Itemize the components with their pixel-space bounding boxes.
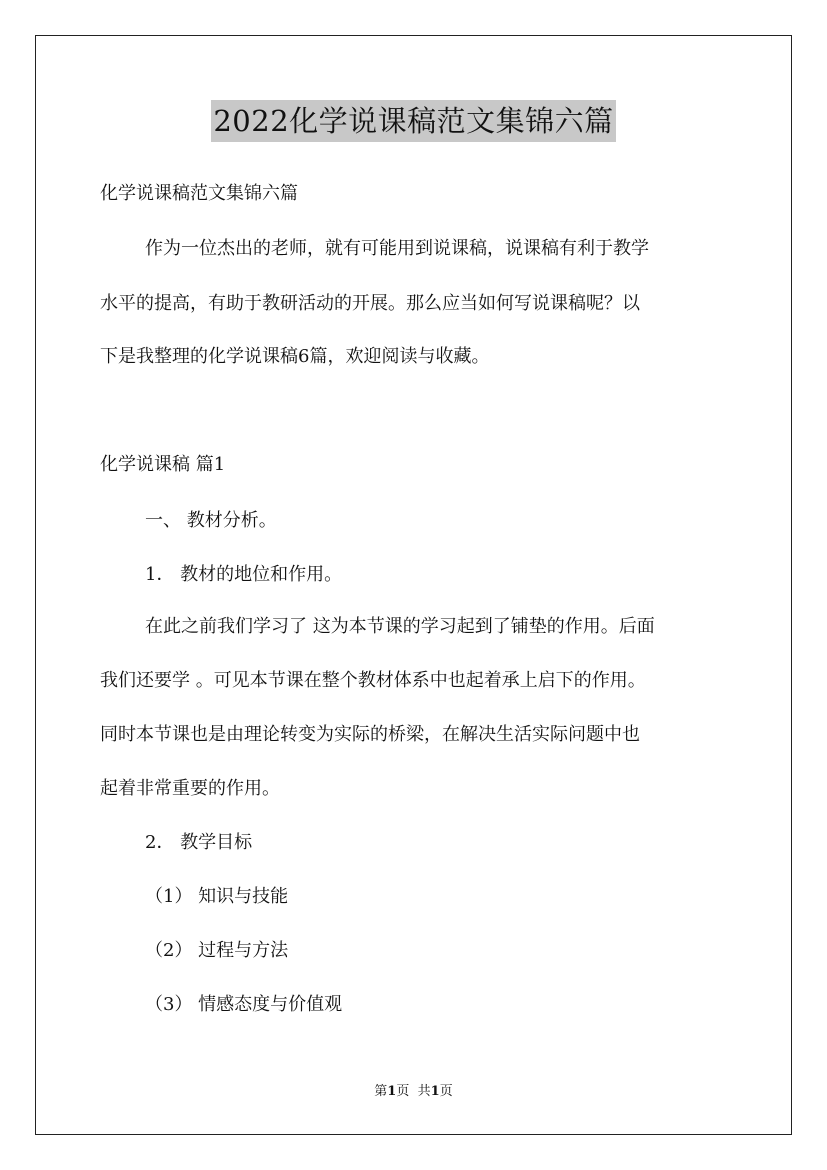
body-line-2: 我们还要学 。可见本节课在整个教材体系中也起着承上启下的作用。 [100,670,646,691]
document-subtitle: 化学说课稿范文集锦六篇 [100,183,298,204]
footer-total-prefix: 共 [417,1084,431,1099]
footer-page-number: 1 [387,1084,397,1099]
goal-item-2: （2） 过程与方法 [145,940,289,961]
title-container [0,100,827,142]
footer-page-suffix: 页 [396,1084,410,1099]
body-line-3: 同时本节课也是由理论转变为实际的桥梁，在解决生活实际问题中也 [100,724,640,745]
intro-line-1: 作为一位杰出的老师，就有可能用到说课稿，说课稿有利于教学 [145,238,649,259]
outline-item-1-1: 1． 教材的地位和作用。 [145,564,343,585]
page-footer [0,1083,827,1101]
footer-total-suffix: 页 [439,1084,453,1099]
outline-item-1-2: 2． 教学目标 [145,832,253,853]
body-line-4: 起着非常重要的作用。 [100,778,280,799]
outline-item-1: 一、 教材分析。 [145,510,277,531]
section-heading: 化学说课稿 篇1 [100,454,226,475]
intro-line-2: 水平的提高，有助于教研活动的开展。那么应当如何写说课稿呢？以 [100,293,640,314]
goal-item-3: （3） 情感态度与价值观 [145,994,343,1015]
body-line-1: 在此之前我们学习了 这为本节课的学习起到了铺垫的作用。后面 [145,616,655,637]
goal-item-1: （1） 知识与技能 [145,886,289,907]
intro-line-3: 下是我整理的化学说课稿6篇，欢迎阅读与收藏。 [100,346,490,367]
footer-page-prefix: 第 [374,1084,388,1099]
document-title: 2022化学说课稿范文集锦六篇 [211,100,615,142]
footer-total-number: 1 [430,1084,440,1099]
